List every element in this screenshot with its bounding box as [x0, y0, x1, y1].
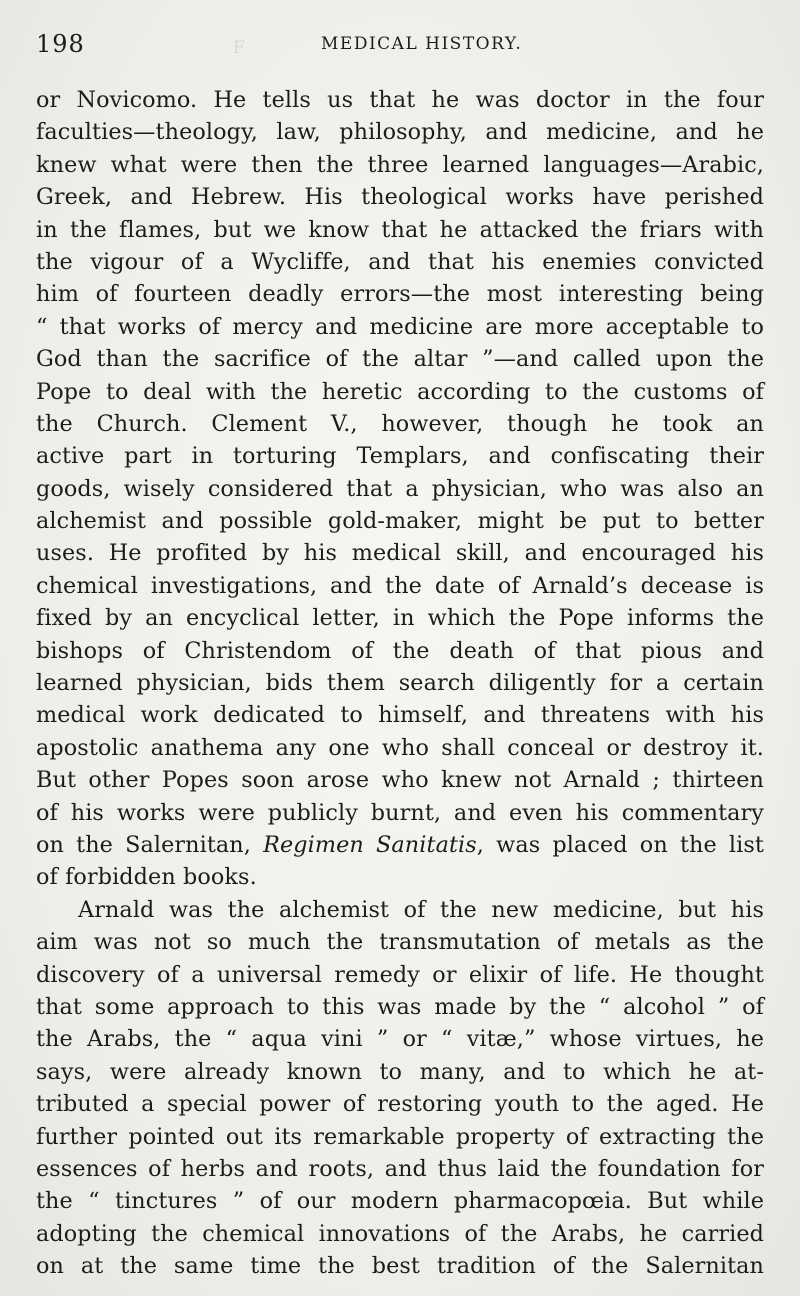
text-line: or Novicomo. He tells us that he was doctor in the four: [36, 87, 764, 113]
text-line: that some approach to this was made by the “ alcohol ” of: [36, 993, 764, 1020]
text-line: apostolic anathema any one who shall conceal or destroy it.: [36, 734, 764, 761]
line-text: on the Salernitan,: [36, 831, 251, 858]
text-line: adopting the chemical innovations of the Arabs, he carried: [36, 1220, 764, 1247]
page-number: 198: [36, 30, 85, 58]
show-through-text: ꟻ: [230, 38, 245, 58]
paragraph-first-line: Arnald was the alchemist of the new medicine, but his: [78, 896, 764, 923]
text-line: alchemist and possible gold-maker, might be put to better: [36, 508, 764, 535]
text-line: uses. He profited by his medical skill, and encouraged his: [36, 540, 764, 567]
text-line: the Church. Clement V., however, though he took an: [36, 410, 764, 437]
line-text: , was placed on the list: [476, 831, 764, 858]
text-line: aim was not so much the transmutation of metals as the: [36, 929, 764, 956]
text-line: tributed a special power of restoring youth to the aged. He: [36, 1091, 764, 1118]
text-line: medical work dedicated to himself, and threatens with his: [36, 702, 764, 729]
text-line: Greek, and Hebrew. His theological works have perished: [36, 184, 764, 211]
text-line: him of fourteen deadly errors—the most interesting being: [36, 281, 764, 308]
text-line: the Arabs, the “ aqua vini ” or “ vitæ,” whose virtues, he: [36, 1026, 764, 1053]
text-line: God than the sacrifice of the altar ”—and called upon the: [36, 346, 764, 373]
text-line: But other Popes soon arose who knew not Arnald ; thirteen: [36, 767, 764, 794]
text-line: “ that works of mercy and medicine are more acceptable to: [36, 313, 764, 340]
text-line: knew what were then the three learned languages—Arabic,: [36, 151, 764, 178]
text-line-with-italic: [36, 829, 764, 861]
text-line: essences of herbs and roots, and thus laid the foundation for: [36, 1155, 764, 1182]
text-line: of his works were publicly burnt, and even his commentary: [36, 799, 764, 826]
text-line: on at the same time the best tradition of the Salernitan: [36, 1253, 764, 1280]
book-title-italic: Regimen Sanitatis: [263, 831, 477, 858]
text-line: of forbidden books.: [36, 864, 257, 891]
text-line: chemical investigations, and the date of Arnald’s decease is: [36, 572, 764, 599]
text-line: in the flames, but we know that he attacked the friars with: [36, 216, 764, 243]
text-line: the vigour of a Wycliffe, and that his enemies convicted: [36, 248, 764, 275]
text-line: bishops of Christendom of the death of that pious and: [36, 637, 764, 664]
text-line: further pointed out its remarkable property of extracting the: [36, 1123, 764, 1150]
text-line: learned physician, bids them search diligently for a certain: [36, 670, 764, 697]
text-line: Pope to deal with the heretic according to the customs of: [36, 378, 764, 405]
body-text: [36, 84, 764, 1282]
text-line: active part in torturing Templars, and confiscating their: [36, 443, 764, 470]
text-line: the “ tinctures ” of our modern pharmacopœia. But while: [36, 1188, 764, 1215]
running-title: MEDICAL HISTORY.: [321, 34, 523, 54]
running-head: [36, 30, 760, 60]
text-line: fixed by an encyclical letter, in which the Pope informs the: [36, 605, 764, 632]
text-line: faculties—theology, law, philosophy, and medicine, and he: [36, 119, 764, 146]
text-line: goods, wisely considered that a physician, who was also an: [36, 475, 764, 502]
text-line: discovery of a universal remedy or elixir of life. He thought: [36, 961, 764, 988]
text-line: says, were already known to many, and to which he at-: [36, 1058, 764, 1085]
